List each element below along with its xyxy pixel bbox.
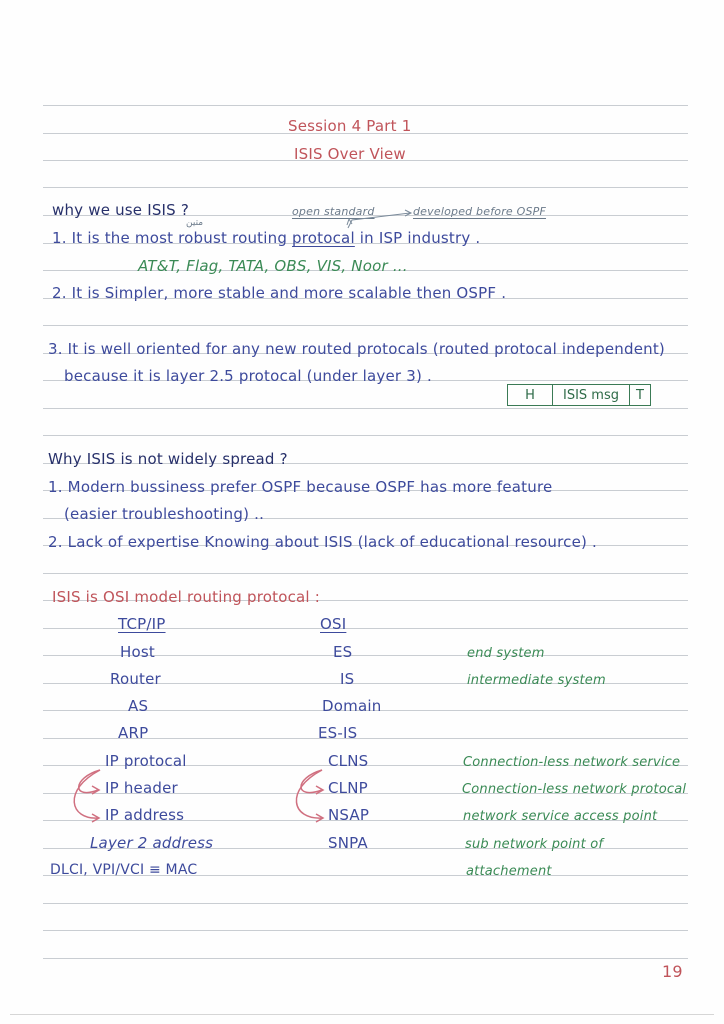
osi-domain: Domain: [322, 697, 382, 715]
spread-reason-1-line1: 1. Modern bussiness prefer OSPF because OSPF has more feature: [48, 478, 553, 496]
right-arrow-to-nsap-icon: [296, 770, 322, 818]
page-title: ISIS Over View: [294, 145, 406, 163]
packet-trailer-box: T: [629, 384, 651, 406]
reason-3-line1: 3. It is well oriented for any new routed protocals (routed protocal independent): [48, 340, 665, 358]
annotation-arabic: متين: [186, 218, 204, 228]
desc-nsap: network service access point: [463, 809, 658, 824]
session-label: Session 4 Part 1: [288, 117, 412, 135]
col-header-tcpip: TCP/IP: [118, 615, 166, 633]
reason-1-text: 1. It is the most robust routing: [52, 229, 293, 247]
desc-snpa-line2: attachement: [466, 864, 552, 879]
desc-clns: Connection-less network service: [463, 755, 681, 770]
left-arrow-to-ip-address-icon: [74, 770, 100, 818]
osi-snpa: SNPA: [328, 834, 368, 852]
page-number: 19: [662, 962, 683, 981]
desc-es: end system: [467, 646, 545, 661]
tcpip-arp: ARP: [118, 724, 149, 742]
packet-header-box: H: [507, 384, 553, 406]
tcpip-dlci-vpi-mac: DLCI, VPI/VCI ≡ MAC: [50, 862, 198, 878]
col-header-osi: OSI: [320, 615, 347, 633]
osi-is: IS: [340, 670, 355, 688]
reason-1-text-end: in ISP industry .: [354, 229, 481, 247]
annotation-open-standard: open standard: [292, 205, 375, 218]
tcpip-as: AS: [128, 697, 149, 715]
isp-examples: AT&T, Flag, TATA, OBS, VIS, Noor ...: [138, 257, 408, 275]
tcpip-ip-protocal: IP protocal: [105, 752, 187, 770]
packet-isis-msg-box: ISIS msg: [552, 384, 630, 406]
annotation-arrow-icon: [348, 213, 410, 228]
annotation-developed-before-ospf: developed before OSPF: [413, 205, 546, 218]
question-not-spread: Why ISIS is not widely spread ?: [48, 450, 288, 468]
spread-reason-2: 2. Lack of expertise Knowing about ISIS (lack of educational resource) .: [48, 533, 597, 551]
tcpip-host: Host: [120, 643, 155, 661]
desc-is: intermediate system: [467, 673, 606, 688]
right-arrow-to-clnp-icon: [301, 770, 322, 793]
reason-2: 2. It is Simpler, more stable and more scalable then OSPF .: [52, 284, 507, 302]
osi-clns: CLNS: [328, 752, 369, 770]
tcpip-ip-header: IP header: [105, 779, 178, 797]
tcpip-router: Router: [110, 670, 161, 688]
desc-clnp: Connection-less network protocal: [462, 782, 687, 797]
osi-es-is: ES-IS: [318, 724, 358, 742]
question-why-use: why we use ISIS ?: [52, 201, 190, 219]
desc-snpa-line1: sub network point of: [465, 837, 604, 852]
osi-heading: ISIS is OSI model routing protocal :: [52, 588, 320, 606]
spread-reason-1-line2: (easier troubleshooting) ..: [64, 505, 265, 523]
osi-nsap: NSAP: [328, 806, 370, 824]
osi-es: ES: [333, 643, 353, 661]
tcpip-ip-address: IP address: [105, 806, 185, 824]
reason-3-line2: because it is layer 2.5 protocal (under layer 3) .: [64, 367, 432, 385]
tcpip-layer2-address: Layer 2 address: [90, 834, 214, 852]
reason-1-underlined: protocal: [292, 229, 355, 247]
osi-clnp: CLNP: [328, 779, 368, 797]
